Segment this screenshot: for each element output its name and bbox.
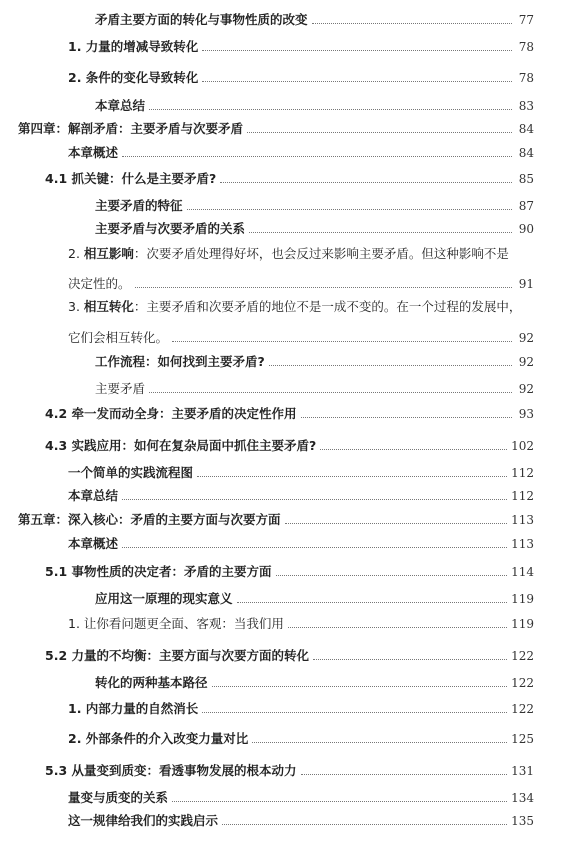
toc-page-number: 83 bbox=[518, 99, 534, 113]
toc-entry-title: 4.1 抓关键：什么是主要矛盾? bbox=[45, 171, 217, 186]
toc-entry[interactable] bbox=[95, 98, 534, 114]
dot-leader bbox=[288, 627, 507, 628]
toc-entry[interactable] bbox=[95, 381, 534, 397]
toc-entry-title: 工作流程：如何找到主要矛盾? bbox=[95, 354, 265, 369]
dot-leader bbox=[187, 209, 512, 210]
toc-page-number: 92 bbox=[518, 355, 534, 369]
toc-entry[interactable] bbox=[95, 591, 534, 607]
toc-entry-bold-term: 相互转化 bbox=[83, 299, 134, 314]
toc-entry[interactable] bbox=[68, 39, 534, 55]
toc-page-number: 125 bbox=[511, 732, 534, 746]
toc-page-number: 113 bbox=[511, 513, 534, 527]
toc-entry[interactable] bbox=[68, 790, 534, 806]
toc-entry-title: 5.2 力量的不均衡：主要方面与次要方面的转化 bbox=[45, 648, 309, 663]
dot-leader bbox=[247, 132, 512, 133]
toc-entry-title: 本章总结 bbox=[95, 98, 146, 113]
dot-leader bbox=[202, 81, 512, 82]
toc-entry-title: 本章总结 bbox=[68, 488, 119, 503]
toc-entry-bold-term: 相互影响 bbox=[83, 246, 134, 261]
dot-leader bbox=[135, 287, 512, 288]
toc-page-number: 134 bbox=[511, 791, 534, 805]
toc-page-number: 122 bbox=[511, 649, 534, 663]
toc-entry-title: 2. 条件的变化导致转化 bbox=[68, 70, 199, 85]
toc-entry-title: 4.3 实践应用：如何在复杂局面中抓住主要矛盾? bbox=[45, 438, 317, 453]
toc-entry[interactable] bbox=[95, 221, 534, 237]
toc-page-number: 91 bbox=[518, 277, 534, 291]
toc-entry[interactable] bbox=[95, 12, 534, 28]
toc-entry-title: 这一规律给我们的实践启示 bbox=[68, 813, 219, 828]
toc-page-number: 114 bbox=[511, 565, 534, 579]
toc-entry[interactable] bbox=[68, 488, 534, 504]
toc-entry-title: 5.1 事物性质的决定者：矛盾的主要方面 bbox=[45, 564, 272, 579]
toc-entry-title: 主要矛盾的特征 bbox=[95, 198, 183, 213]
toc-page-number: 122 bbox=[511, 676, 534, 690]
toc-page-number: 92 bbox=[518, 331, 534, 345]
dot-leader bbox=[122, 547, 507, 548]
toc-entry-section[interactable] bbox=[45, 438, 534, 454]
toc-entry-continuation[interactable] bbox=[68, 330, 534, 346]
dot-leader bbox=[172, 341, 512, 342]
dot-leader bbox=[197, 476, 507, 477]
toc-entry-title: 主要矛盾与次要矛盾的关系 bbox=[95, 221, 246, 236]
toc-entry-title: 决定性的。 bbox=[68, 276, 131, 291]
toc-page-number: 90 bbox=[518, 222, 534, 236]
dot-leader bbox=[312, 23, 512, 24]
toc-page-number: 92 bbox=[518, 382, 534, 396]
dot-leader bbox=[220, 182, 512, 183]
toc-page-number: 84 bbox=[518, 146, 534, 160]
dot-leader bbox=[202, 712, 507, 713]
dot-leader bbox=[249, 232, 512, 233]
toc-entry-title: 本章概述 bbox=[68, 536, 119, 551]
toc-entry-section[interactable] bbox=[45, 564, 534, 580]
toc-entry[interactable] bbox=[95, 675, 534, 691]
toc-page-number: 85 bbox=[518, 172, 534, 186]
toc-page-number: 102 bbox=[511, 439, 534, 453]
toc-entry-title: 2. 外部条件的介入改变力量对比 bbox=[68, 731, 249, 746]
toc-page-number: 113 bbox=[511, 537, 534, 551]
toc-entry-section[interactable] bbox=[45, 171, 534, 187]
toc-entry-wrapped[interactable] bbox=[68, 299, 537, 315]
toc-entry-title: 量变与质变的关系 bbox=[68, 790, 169, 805]
toc-entry-prefix: 3. bbox=[68, 299, 84, 314]
toc-entry[interactable] bbox=[68, 731, 534, 747]
toc-page-number: 112 bbox=[511, 466, 534, 480]
toc-entry-prefix: 2. bbox=[68, 246, 84, 261]
toc-page-number: 87 bbox=[518, 199, 534, 213]
toc-entry-title: 第四章：解剖矛盾：主要矛盾与次要矛盾 bbox=[18, 121, 244, 136]
dot-leader bbox=[237, 602, 508, 603]
toc-entry-title: 5.3 从量变到质变：看透事物发展的根本动力 bbox=[45, 763, 297, 778]
toc-entry-text: ：主要矛盾和次要矛盾的地位不是一成不变的。在一个过程的发展中， bbox=[133, 299, 522, 314]
toc-page-number: 135 bbox=[511, 814, 534, 828]
dot-leader bbox=[285, 523, 508, 524]
toc-entry-title: 主要矛盾 bbox=[95, 381, 146, 396]
toc-entry[interactable] bbox=[68, 813, 534, 829]
dot-leader bbox=[212, 686, 508, 687]
toc-entry-title: 本章概述 bbox=[68, 145, 119, 160]
toc-entry-title: 1. 内部力量的自然消长 bbox=[68, 701, 199, 716]
toc-entry[interactable] bbox=[68, 465, 534, 481]
dot-leader bbox=[149, 392, 512, 393]
toc-entry[interactable] bbox=[68, 145, 534, 161]
toc-page-number: 84 bbox=[518, 122, 534, 136]
dot-leader bbox=[149, 109, 512, 110]
toc-entry-wrapped[interactable] bbox=[68, 246, 537, 262]
toc-entry-title: 应用这一原理的现实意义 bbox=[95, 591, 233, 606]
dot-leader bbox=[276, 575, 508, 576]
toc-entry-title: 矛盾主要方面的转化与事物性质的改变 bbox=[95, 12, 308, 27]
toc-entry-chapter[interactable] bbox=[18, 512, 534, 528]
toc-entry-title: 1. 力量的增减导致转化 bbox=[68, 39, 199, 54]
toc-page-number: 78 bbox=[518, 40, 534, 54]
dot-leader bbox=[222, 824, 507, 825]
toc-entry-title: 它们会相互转化。 bbox=[68, 330, 169, 345]
dot-leader bbox=[301, 774, 508, 775]
toc-entry-title: 一个简单的实践流程图 bbox=[68, 465, 194, 480]
toc-entry-section[interactable] bbox=[45, 648, 534, 664]
dot-leader bbox=[202, 50, 512, 51]
toc-entry-section[interactable] bbox=[45, 406, 534, 422]
toc-entry[interactable] bbox=[68, 701, 534, 717]
toc-entry[interactable] bbox=[68, 616, 534, 632]
toc-entry-text: ：次要矛盾处理得好坏，也会反过来影响主要矛盾。但这种影响不是 bbox=[133, 246, 509, 261]
toc-entry[interactable] bbox=[68, 536, 534, 552]
dot-leader bbox=[313, 659, 507, 660]
dot-leader bbox=[122, 499, 507, 500]
toc-entry-title: 1. 让你看问题更全面、客观：当我们用 bbox=[68, 616, 284, 631]
toc-entry-chapter[interactable] bbox=[18, 121, 534, 137]
toc-page-number: 131 bbox=[511, 764, 534, 778]
toc-entry[interactable] bbox=[95, 198, 534, 214]
toc-entry-title: 4.2 牵一发而动全身：主要矛盾的决定性作用 bbox=[45, 406, 297, 421]
toc-entry[interactable] bbox=[95, 354, 534, 370]
toc-page-number: 122 bbox=[511, 702, 534, 716]
toc-entry-continuation[interactable] bbox=[68, 276, 534, 292]
dot-leader bbox=[172, 801, 507, 802]
toc-page-number: 93 bbox=[518, 407, 534, 421]
toc-page-number: 119 bbox=[511, 617, 534, 631]
dot-leader bbox=[301, 417, 513, 418]
toc-entry-title: 转化的两种基本路径 bbox=[95, 675, 208, 690]
toc-page-number: 78 bbox=[518, 71, 534, 85]
toc-page-number: 112 bbox=[511, 489, 534, 503]
dot-leader bbox=[252, 742, 507, 743]
dot-leader bbox=[320, 449, 507, 450]
toc-page-number: 119 bbox=[511, 592, 534, 606]
dot-leader bbox=[269, 365, 512, 366]
dot-leader bbox=[122, 156, 512, 157]
toc-entry-title: 第五章：深入核心：矛盾的主要方面与次要方面 bbox=[18, 512, 281, 527]
toc-entry[interactable] bbox=[68, 70, 534, 86]
toc-page-number: 77 bbox=[518, 13, 534, 27]
toc-entry-section[interactable] bbox=[45, 763, 534, 779]
